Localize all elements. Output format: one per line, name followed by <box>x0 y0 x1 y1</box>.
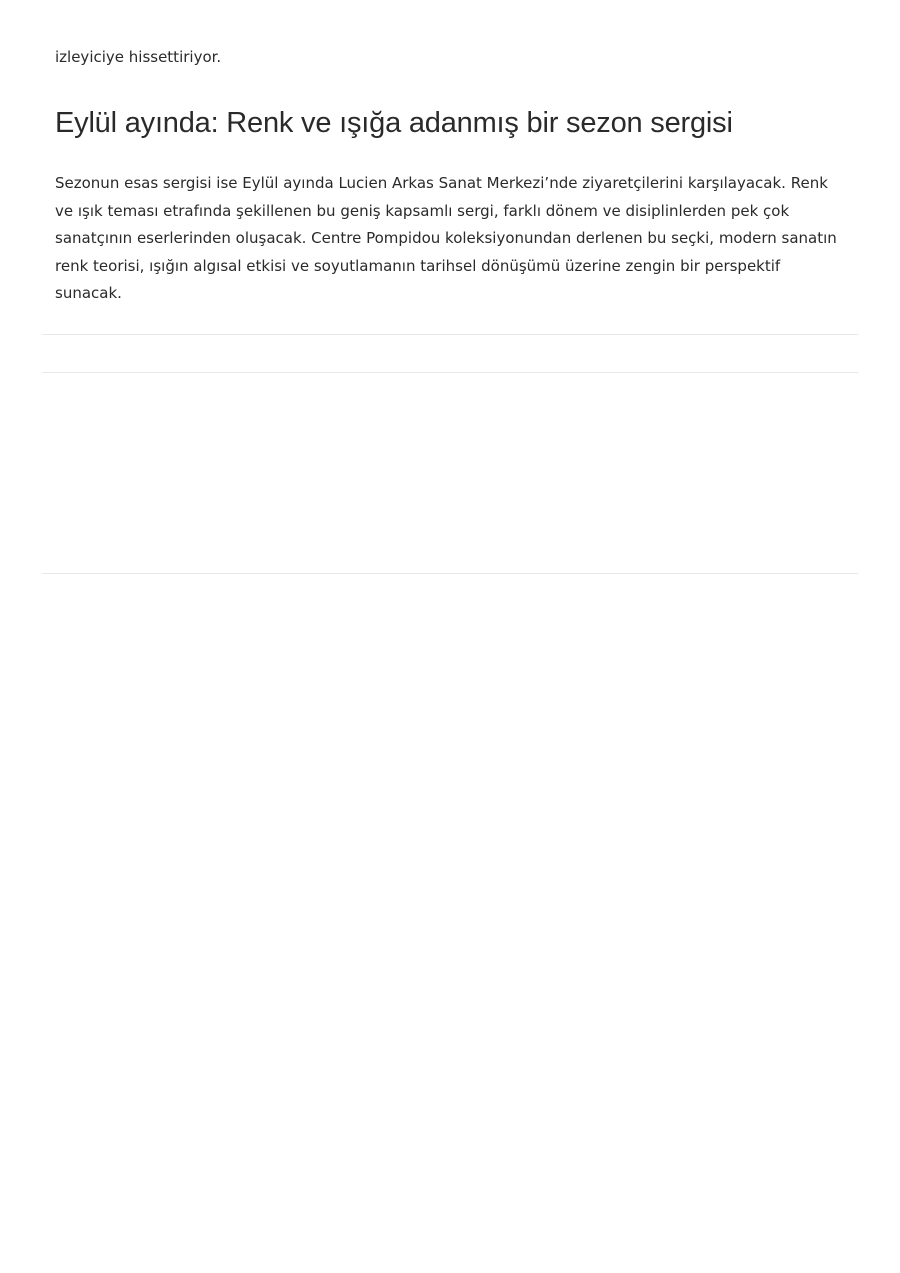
intro-paragraph: izleyiciye hissettiriyor. <box>55 48 222 66</box>
section-divider <box>42 573 858 574</box>
section-divider <box>42 372 858 373</box>
article-paragraph: Sezonun esas sergisi ise Eylül ayında Lucien Arkas Sanat Merkezi’nde ziyaretçilerini karşılayacak. Renk ve ışık teması etrafında şekillenen bu geniş kapsamlı sergi, farklı dönem ve disiplinlerden pek çok sanatçının eserlerinden oluşacak. Centre Pompidou koleksiyonundan derlenen bu seçki, modern sanatın renk teorisi, ışığın algısal etkisi ve soyutlamanın tarihsel dönüşümü üzerine zengin bir perspektif sunacak. <box>55 174 837 302</box>
article-heading: Eylül ayında: Renk ve ışığa adanmış bir sezon sergisi <box>55 107 733 139</box>
article-content <box>0 0 900 574</box>
section-divider <box>42 334 858 335</box>
